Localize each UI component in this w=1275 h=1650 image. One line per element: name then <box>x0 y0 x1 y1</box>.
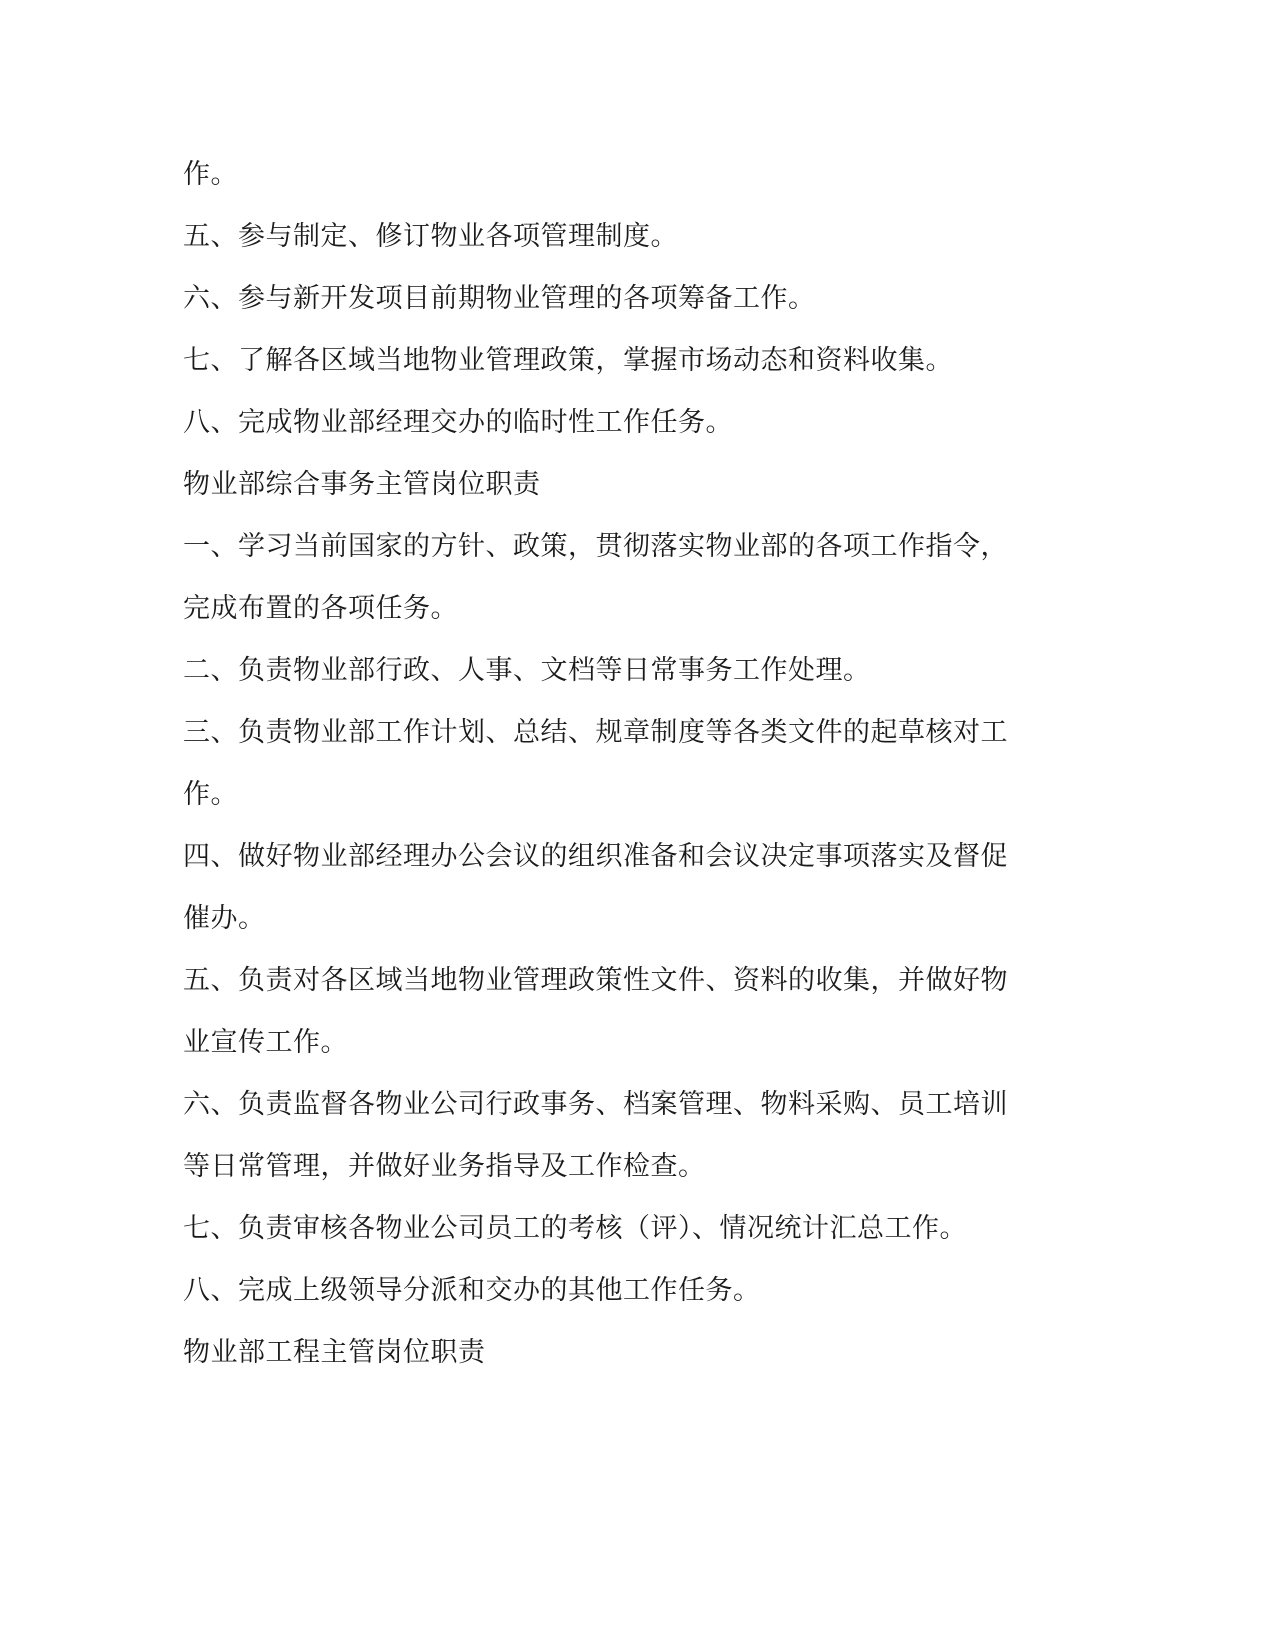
text-line: 三、负责物业部工作计划、总结、规章制度等各类文件的起草核对工 <box>183 717 1008 748</box>
text-line: 等日常管理，并做好业务指导及工作检查。 <box>183 1151 706 1182</box>
section-heading: 物业部综合事务主管岗位职责 <box>183 469 541 500</box>
text-line: 八、完成物业部经理交办的临时性工作任务。 <box>183 407 733 438</box>
text-line: 八、完成上级领导分派和交办的其他工作任务。 <box>183 1275 761 1306</box>
text-line: 六、负责监督各物业公司行政事务、档案管理、物料采购、员工培训 <box>183 1089 1008 1120</box>
text-line: 业宣传工作。 <box>183 1027 348 1058</box>
text-line: 六、参与新开发项目前期物业管理的各项筹备工作。 <box>183 283 816 314</box>
text-line: 完成布置的各项任务。 <box>183 593 458 624</box>
text-line: 五、参与制定、修订物业各项管理制度。 <box>183 221 678 252</box>
text-line: 二、负责物业部行政、人事、文档等日常事务工作处理。 <box>183 655 871 686</box>
section-heading: 物业部工程主管岗位职责 <box>183 1337 486 1368</box>
text-line: 七、负责审核各物业公司员工的考核（评）、情况统计汇总工作。 <box>183 1213 967 1244</box>
text-line: 四、做好物业部经理办公会议的组织准备和会议决定事项落实及督促 <box>183 841 1008 872</box>
text-line: 作。 <box>183 159 238 190</box>
text-line: 七、了解各区域当地物业管理政策，掌握市场动态和资料收集。 <box>183 345 953 376</box>
text-line: 催办。 <box>183 903 266 934</box>
text-line: 作。 <box>183 779 238 810</box>
text-line: 五、负责对各区域当地物业管理政策性文件、资料的收集，并做好物 <box>183 965 1008 996</box>
text-line: 一、学习当前国家的方针、政策，贯彻落实物业部的各项工作指令， <box>183 531 1008 562</box>
